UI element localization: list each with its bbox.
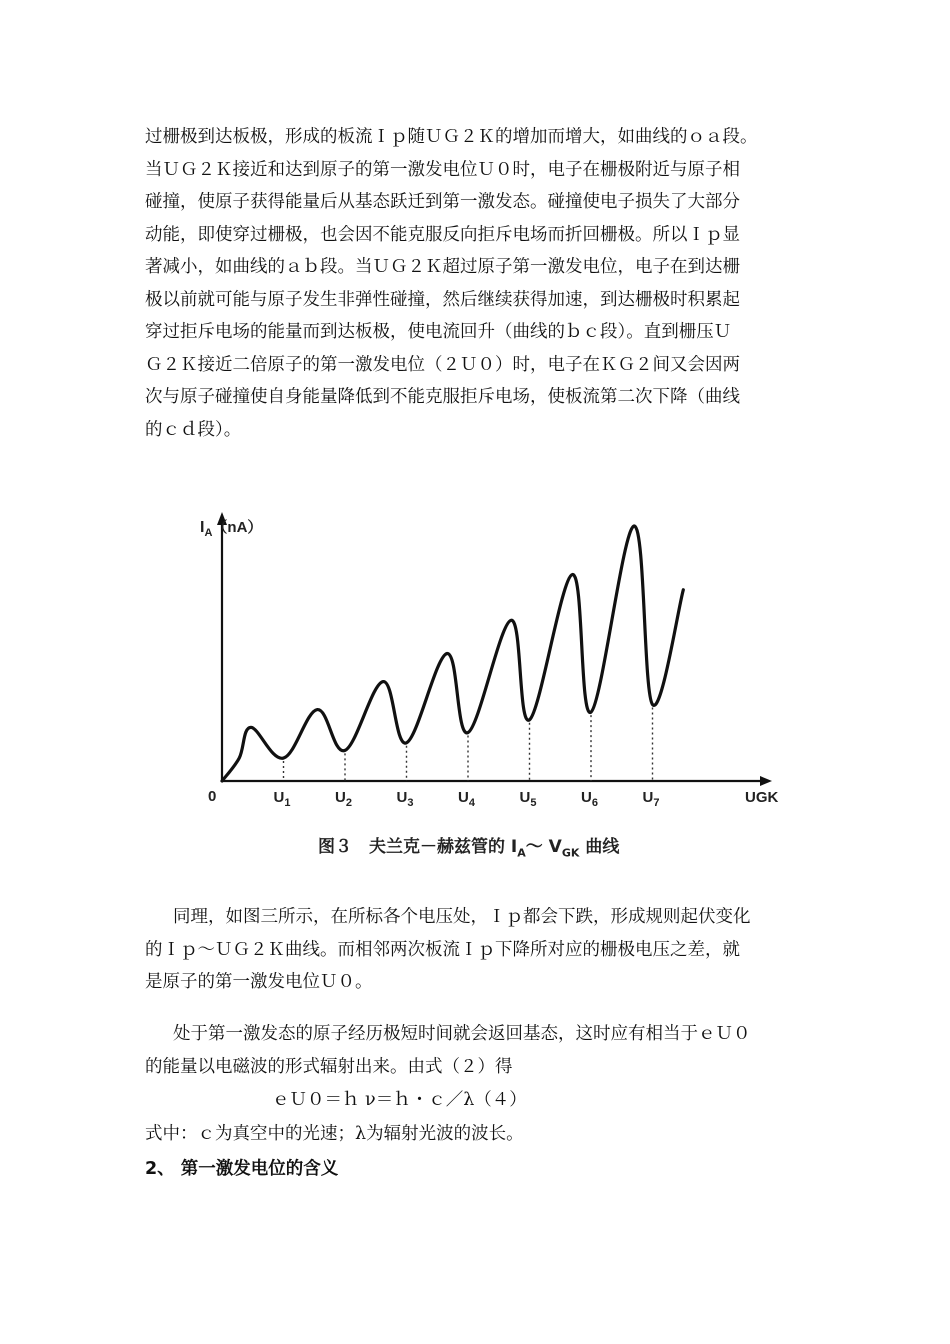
text-line: 的Ｉｐ～ＵＧ２Ｋ曲线。而相邻两次板流Ｉｐ下降所对应的栅极电压之差，就 bbox=[145, 939, 740, 960]
text-line: 过栅极到达板极，形成的板流Ｉｐ随ＵＧ２Ｋ的增加而增大，如曲线的ｏａ段。 bbox=[145, 127, 758, 147]
x-tick-label-u5: $U_5$ bbox=[519, 789, 537, 809]
section-heading: 2、 第一激发电位的含义 bbox=[145, 1159, 339, 1179]
chart-svg bbox=[190, 500, 790, 820]
paragraph-1 bbox=[145, 121, 815, 446]
equation-4: ｅＵ０＝ｈ ν＝ｈ・ｃ／λ（４） bbox=[272, 1090, 527, 1110]
origin-label: 0 bbox=[208, 788, 217, 805]
caption-mid: ～ V bbox=[525, 837, 562, 857]
text-line: 同理，如图三所示，在所标各个电压处，Ｉｐ都会下跌，形成规则起伏变化 bbox=[173, 907, 751, 927]
x-tick-label-u7: $U_7$ bbox=[642, 789, 660, 809]
x-tick-label-u4: $U_4$ bbox=[458, 789, 475, 809]
text-line: 动能，即使穿过栅极，也会因不能克服反向拒斥电场而折回栅极。所以Ｉｐ显 bbox=[145, 224, 740, 245]
text-line: 碰撞，使原子获得能量后从基态跃迁到第一激发态。碰撞使电子损失了大部分 bbox=[145, 192, 740, 212]
caption-tail: 曲线 bbox=[579, 837, 620, 857]
x-tick-label-u1: $U_1$ bbox=[273, 789, 291, 809]
figure-caption bbox=[318, 832, 619, 859]
x-axis-arrow bbox=[760, 776, 772, 786]
paragraph-2 bbox=[145, 901, 815, 999]
chart-series-line bbox=[222, 526, 683, 781]
text-line: 处于第一激发态的原子经历极短时间就会返回基态，这时应有相当于ｅＵ０ bbox=[173, 1024, 751, 1044]
x-axis-label: UGK bbox=[745, 789, 779, 806]
x-tick-label-u2: $U_2$ bbox=[335, 789, 352, 809]
text-line: Ｇ２Ｋ接近二倍原子的第一激发电位（２Ｕ０）时，电子在ＫＧ２间又会因两 bbox=[145, 354, 740, 375]
caption-sub-a: A bbox=[517, 846, 526, 860]
x-tick-label-u3: $U_3$ bbox=[396, 789, 414, 809]
text-line: 著减小，如曲线的ａｂ段。当ＵＧ２Ｋ超过原子第一激发电位，电子在到达栅 bbox=[145, 257, 740, 277]
chart-labels bbox=[200, 518, 779, 809]
caption-sub-gk: GK bbox=[561, 846, 580, 860]
text-line: 次与原子碰撞使自身能量降低到不能克服拒斥电场，使板流第二次下降（曲线 bbox=[145, 387, 740, 407]
caption-text: 图３ 夫兰克－赫兹管的 I bbox=[318, 837, 518, 857]
x-tick-label-u6: $U_6$ bbox=[581, 789, 598, 809]
chart-axes bbox=[217, 512, 772, 786]
text-line: 穿过拒斥电场的能量而到达板极，使电流回升（曲线的ｂｃ段）。直到栅压Ｕ bbox=[145, 322, 732, 342]
text-line: 当ＵＧ２Ｋ接近和达到原子的第一激发电位Ｕ０时，电子在栅极附近与原子相 bbox=[145, 159, 740, 180]
paragraph-3 bbox=[145, 1018, 815, 1083]
text-line: 的能量以电磁波的形式辐射出来。由式（２）得 bbox=[145, 1056, 513, 1077]
text-line: 的ｃｄ段）。 bbox=[145, 419, 242, 440]
text-line: 极以前就可能与原子发生非弹性碰撞，然后继续获得加速，到达栅极时积累起 bbox=[145, 289, 740, 310]
text-line: 是原子的第一激发电位Ｕ０。 bbox=[145, 972, 373, 992]
y-axis-label: $I_A(nA)$ bbox=[200, 519, 263, 539]
equation-legend: 式中：ｃ为真空中的光速；λ为辐射光波的波长。 bbox=[145, 1124, 524, 1144]
franck-hertz-chart bbox=[190, 500, 790, 870]
chart-drop-lines bbox=[284, 708, 653, 782]
